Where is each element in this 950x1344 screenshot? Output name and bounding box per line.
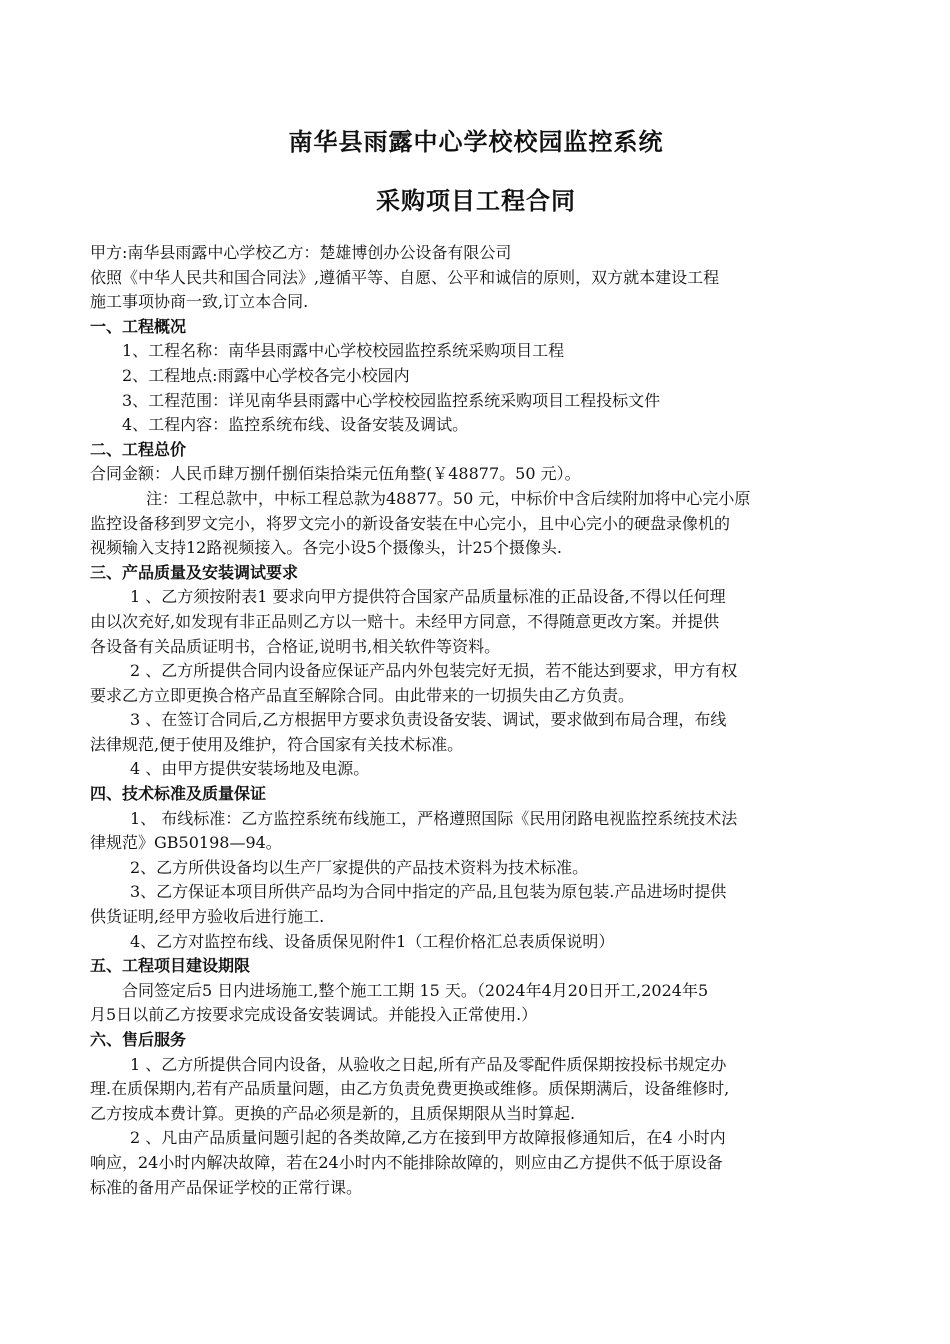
after-sales-item: 乙方按成本费计算。更换的产品必须是新的，且质保期限从当时算起. [90,1103,576,1123]
after-sales-item: 理.在质保期内,若有产品质量问题，由乙方负责免费更换或维修。质保期满后，设备维修时, [90,1079,730,1099]
section-heading-total-price: 二、工程总价 [90,439,187,459]
after-sales-item: 标准的备用产品保证学校的正常行课。 [90,1177,363,1197]
preamble-line: 依照《中华人民共和国合同法》,遵循平等、自愿、公平和诚信的原则，双方就本建设工程 [90,267,720,287]
parties-line: 甲方:南华县雨露中心学校乙方：楚雄博创办公设备有限公司 [90,243,512,262]
preamble-line: 施工事项协商一致,订立本合同. [90,292,309,312]
standards-item: 律规范》GB50198—94。 [90,833,282,853]
after-sales-item: 响应，24小时内解决故障，若在24小时内不能排除故障的，则应由乙方提供不低于原设备 [90,1152,723,1172]
section-heading-quality: 三、产品质量及安装调试要求 [90,562,299,582]
note-line: 注：工程总款中，中标工程总款为48877。50 元，中标价中含后续附加将中心完小原 [146,488,751,508]
quality-item: 3 、在签订合同后,乙方根据甲方要求负责设备安装、调试，要求做到布局合理，布线 [130,710,727,730]
overview-item: 1、工程名称：南华县雨露中心学校校园监控系统采购项目工程 [122,341,565,361]
schedule-line: 合同签定后5 日内进场施工,整个施工工期 15 天。（2024年4月20日开工,2024年5 [122,980,709,1000]
after-sales-item: 2 、凡由产品质量问题引起的各类故障,乙方在接到甲方故障报修通知后，在4 小时内 [130,1128,726,1148]
section-heading-schedule: 五、工程项目建设期限 [90,956,251,976]
standards-item: 1、 布线标准：乙方监控系统布线施工，严格遵照国际《民用闭路电视监控系统技术法 [130,808,738,828]
document-title-line2: 采购项目工程合同 [376,187,576,215]
quality-item: 由以次充好,如发现有非正品则乙方以一赔十。未经甲方同意，不得随意更改方案。并提供 [90,611,720,631]
note-line: 视频输入支持12路视频接入。各完小设5个摄像头，计25个摄像头. [90,538,562,558]
schedule-line: 月5日以前乙方按要求完成设备安装调试。并能投入正常使用.） [90,1005,538,1025]
after-sales-item: 1 、乙方所提供合同内设备，从验收之日起,所有产品及零配件质保期按投标书规定办 [130,1054,727,1074]
quality-item: 各设备有关品质证明书，合格证,说明书,相关软件等资料。 [90,636,501,656]
overview-item: 3、工程范围：详见南华县雨露中心学校校园监控系统采购项目工程投标文件 [122,390,661,410]
section-heading-standards: 四、技术标准及质量保证 [90,784,267,804]
section-heading-after-sales: 六、售后服务 [90,1030,187,1049]
standards-item: 供货证明,经甲方验收后进行施工. [90,907,325,927]
quality-item: 法律规范,便于使用及维护，符合国家有关技术标准。 [90,734,464,754]
quality-item: 要求乙方立即更换合格产品直至解除合同。由此带来的一切损失由乙方负责。 [90,685,635,705]
standards-item: 2、乙方所供设备均以生产厂家提供的产品技术资料为技术标准。 [130,857,589,877]
overview-item: 2、工程地点:雨露中心学校各完小校园内 [122,365,410,385]
quality-item: 1 、乙方须按附表1 要求向甲方提供符合国家产品质量标准的正品设备,不得以任何理 [130,587,726,607]
quality-item: 4 、由甲方提供安装场地及电源。 [130,759,370,779]
standards-item: 3、乙方保证本项目所供产品均为合同中指定的产品,且包装为原包装.产品进场时提供 [130,882,727,902]
note-line: 监控设备移到罗文完小，将罗文完小的新设备安装在中心完小，且中心完小的硬盘录像机的 [90,513,731,533]
section-heading-overview: 一、工程概况 [90,316,187,336]
overview-item: 4、工程内容：监控系统布线、设备安装及调试。 [122,415,469,435]
contract-body [90,241,862,1200]
contract-amount-line: 合同金额：人民币肆万捌仟捌佰柒拾柒元伍角整(￥48877。50 元）。 [90,464,581,484]
quality-item: 2 、乙方所提供合同内设备应保证产品内外包装完好无损，若不能达到要求，甲方有权 [130,661,738,681]
document-title-line1: 南华县雨露中心学校校园监控系统 [288,128,664,156]
standards-item: 4、乙方对监控布线、设备质保见附件1（工程价格汇总表质保说明） [130,931,615,951]
